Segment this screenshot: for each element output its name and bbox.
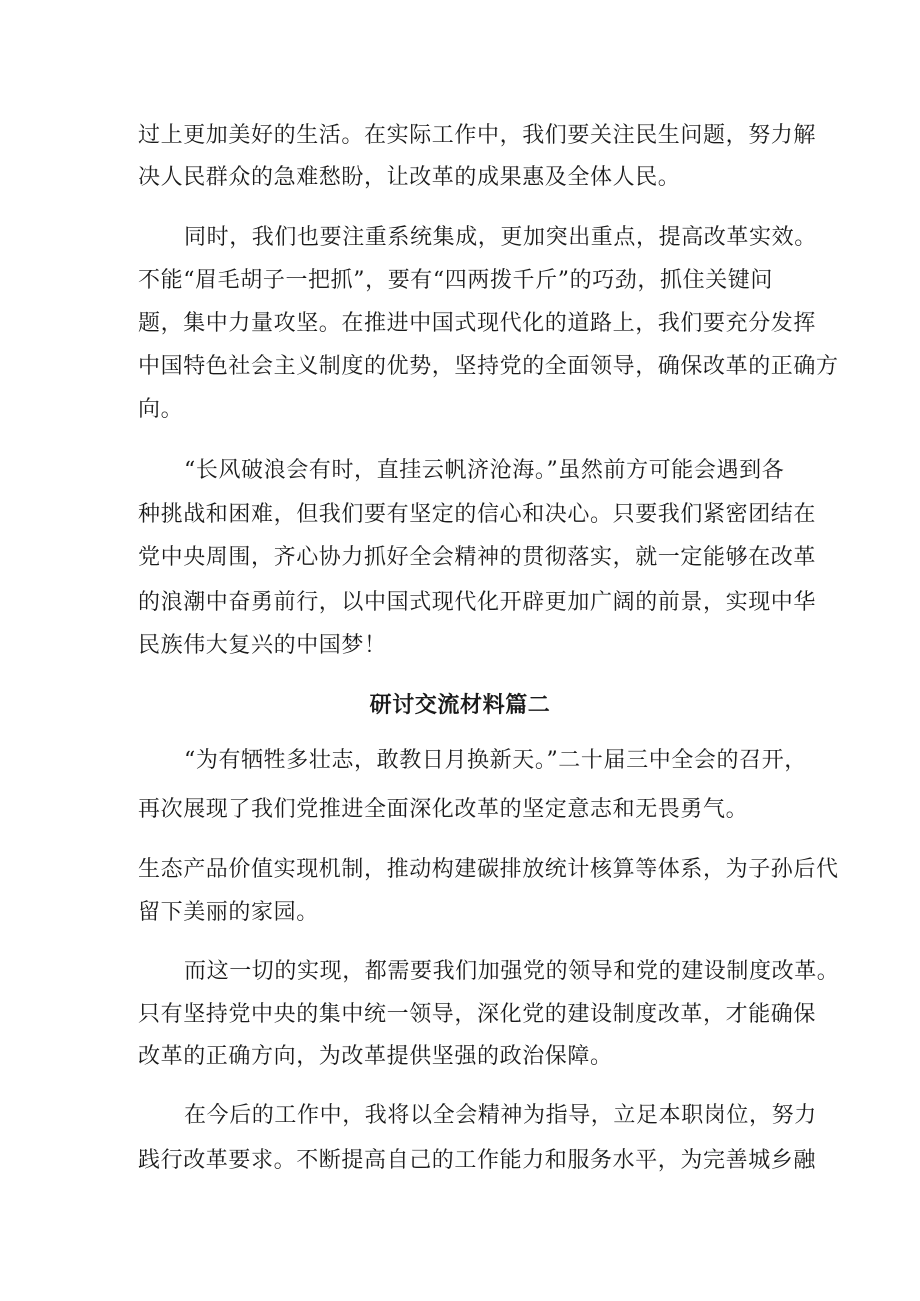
- paragraph-line: 题，集中力量攻坚。在推进中国式现代化的道路上，我们要充分发挥: [138, 311, 817, 336]
- paragraph-line: 生态产品价值实现机制，推动构建碳排放统计核算等体系，为子孙后代: [138, 857, 839, 882]
- paragraph-line: 种挑战和困难，但我们要有坚定的信心和决心。只要我们紧密团结在: [138, 502, 817, 527]
- paragraph-line: 在今后的工作中，我将以全会精神为指导，立足本职岗位，努力: [184, 1103, 817, 1128]
- paragraph-line: 不能“眉毛胡子一把抓”，要有“四两拨千斤”的巧劲，抓住关键问: [138, 268, 773, 293]
- section-heading: 研讨交流材料篇二: [369, 692, 551, 718]
- paragraph-line: 同时，我们也要注重系统集成，更加突出重点，提高改革实效。: [184, 225, 817, 250]
- paragraph-line: 民族伟大复兴的中国梦！: [138, 633, 387, 658]
- paragraph-line: 改革的正确方向，为改革提供坚强的政治保障。: [138, 1044, 613, 1069]
- paragraph-line: 而这一切的实现，都需要我们加强党的领导和党的建设制度改革。: [184, 959, 840, 984]
- paragraph-line: 党中央周围，齐心协力抓好全会精神的贯彻落实，就一定能够在改革: [138, 545, 817, 570]
- paragraph-line: 过上更加美好的生活。在实际工作中，我们要关注民生问题，努力解: [138, 123, 817, 148]
- paragraph-line: 践行改革要求。不断提高自己的工作能力和服务水平，为完善城乡融: [138, 1148, 817, 1173]
- paragraph-line: 中国特色社会主义制度的优势，坚持党的全面领导，确保改革的正确方: [138, 354, 839, 379]
- paragraph-line: 向。: [138, 397, 184, 422]
- paragraph-line: 决人民群众的急难愁盼，让改革的成果惠及全体人民。: [138, 165, 681, 190]
- paragraph-line: “为有牺牲多壮志，敢教日月换新天。”二十届三中全会的召开，: [184, 748, 807, 773]
- paragraph-line: 留下美丽的家园。: [138, 900, 319, 925]
- paragraph-line: 的浪潮中奋勇前行，以中国式现代化开辟更加广阔的前景，实现中华: [138, 590, 817, 615]
- paragraph-line: 再次展现了我们党推进全面深化改革的坚定意志和无畏勇气。: [138, 797, 749, 822]
- paragraph-line: “长风破浪会有时，直挂云帆济沧海。”虽然前方可能会遇到各: [184, 458, 785, 483]
- paragraph-line: 只有坚持党中央的集中统一领导，深化党的建设制度改革，才能确保: [138, 1002, 817, 1027]
